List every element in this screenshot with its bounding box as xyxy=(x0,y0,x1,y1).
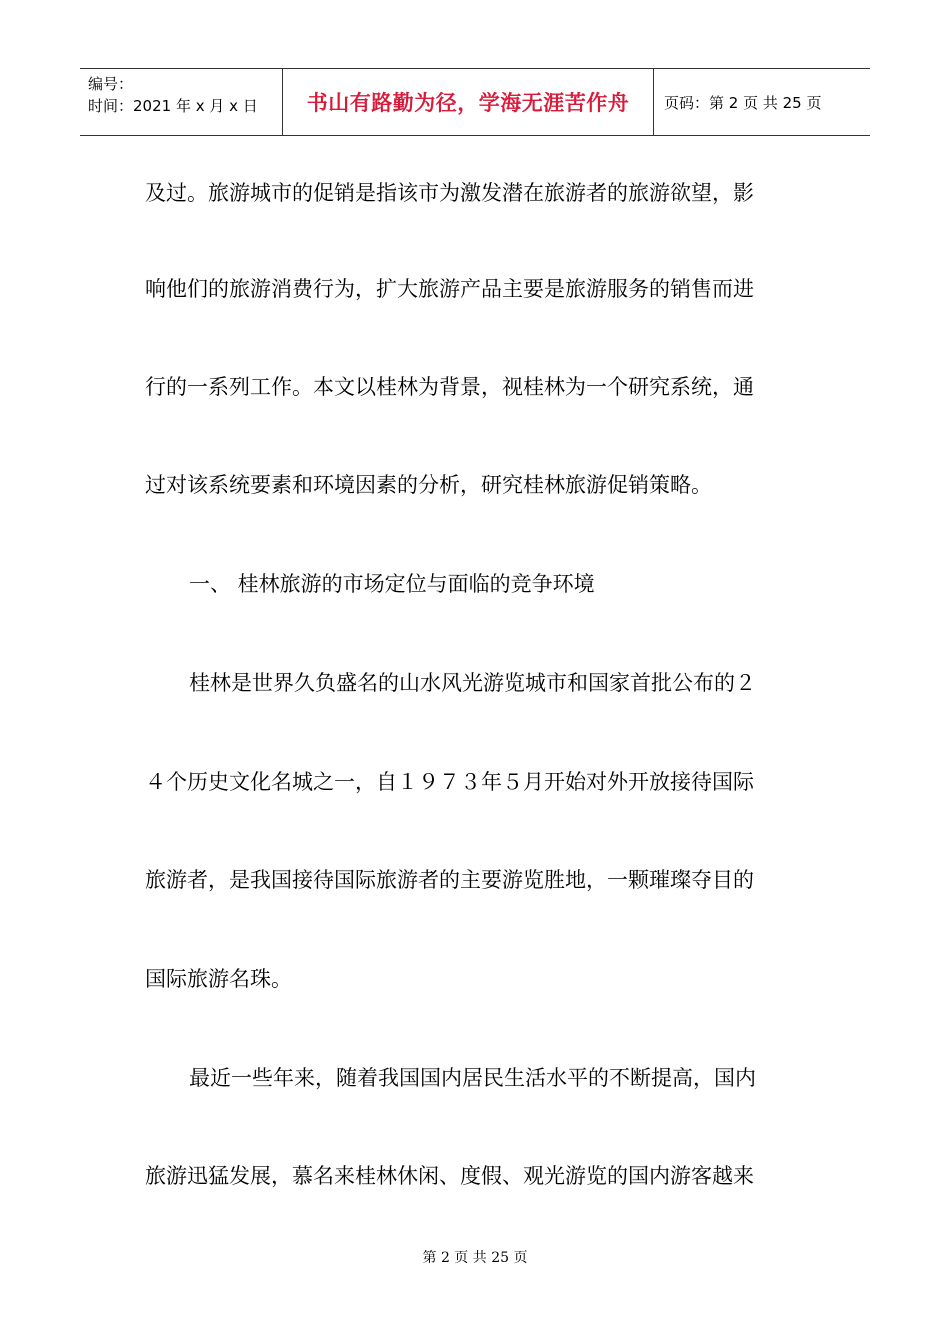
header-meta xyxy=(80,69,282,135)
paragraph-line: 旅游迅猛发展，慕名来桂林休闲、度假、观光游览的国内游客越来 xyxy=(145,1164,754,1188)
paragraph-line: 及过。旅游城市的促销是指该市为激发潜在旅游者的旅游欲望，影 xyxy=(145,181,754,205)
paragraph-line: 国际旅游名珠。 xyxy=(145,967,292,991)
page-info-text: 页码：第 2 页 共 25 页 xyxy=(664,93,822,112)
page-footer: 第 2 页 共 25 页 xyxy=(422,1250,528,1266)
section-heading: 一、 桂林旅游的市场定位与面临的竞争环境 xyxy=(189,572,595,596)
paragraph-line: 过对该系统要素和环境因素的分析，研究桂林旅游促销策略。 xyxy=(145,473,712,497)
paragraph-line: 旅游者，是我国接待国际旅游者的主要游览胜地，一颗璀璨夺目的 xyxy=(145,868,754,892)
paragraph-line: 响他们的旅游消费行为，扩大旅游产品主要是旅游服务的销售而进 xyxy=(145,277,754,301)
page-header xyxy=(80,68,870,136)
motto-text: 书山有路勤为径，学海无涯苦作舟 xyxy=(306,91,630,115)
paragraph-line: 最近一些年来，随着我国国内居民生活水平的不断提高，国内 xyxy=(189,1066,756,1090)
paragraph-line: 桂林是世界久负盛名的山水风光游览城市和国家首批公布的２ xyxy=(189,671,756,695)
header-motto-cell xyxy=(282,69,654,135)
date-label: 时间：2021 年 x 月 x 日 xyxy=(88,97,258,115)
paragraph-line: ４个历史文化名城之一，自１９７３年５月开始对外开放接待国际 xyxy=(145,770,754,794)
number-label: 编号： xyxy=(88,75,134,93)
header-page-info xyxy=(654,69,870,135)
paragraph-line: 行的一系列工作。本文以桂林为背景，视桂林为一个研究系统，通 xyxy=(145,375,754,399)
